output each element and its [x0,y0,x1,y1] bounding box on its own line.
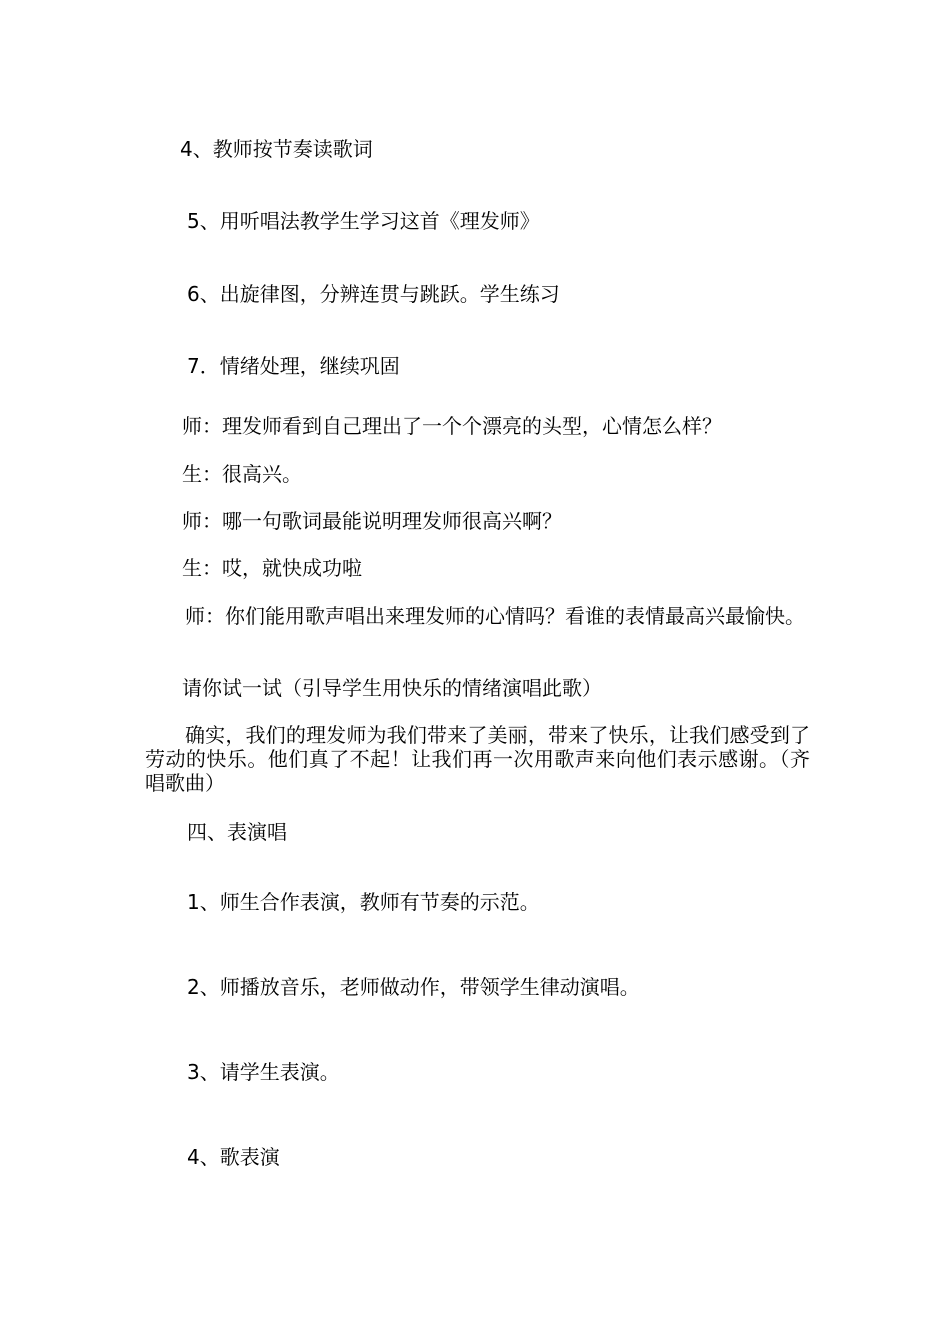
section-heading: 四、表演唱 [187,820,287,844]
dialogue-student-1: 生：很高兴。 [182,462,302,486]
try-instruction: 请你试一试（引导学生用快乐的情绪演唱此歌） [182,676,602,700]
step-emotion: 7．情绪处理，继续巩固 [187,354,400,378]
step-melody-chart: 6、出旋律图，分辨连贯与跳跃。学生练习 [187,282,560,306]
step-read-lyrics: 4、教师按节奏读歌词 [180,137,373,161]
dialogue-teacher-2: 师：哪一句歌词最能说明理发师很高兴啊？ [182,509,562,533]
dialogue-teacher-3: 师：你们能用歌声唱出来理发师的心情吗？看谁的表情最高兴最愉快。 [185,604,805,628]
summary-paragraph: 确实，我们的理发师为我们带来了美丽，带来了快乐，让我们感受到了劳动的快乐。他们真了不起！让我们再一次用歌声来向他们表示感谢。（齐唱歌曲） [145,723,810,795]
dialogue-student-2: 生：哎，就快成功啦 [182,556,362,580]
dialogue-teacher-1: 师：理发师看到自己理出了一个个漂亮的头型，心情怎么样？ [182,414,722,438]
step-listen-sing: 5、用听唱法教学生学习这首《理发师》 [187,209,540,233]
section-item-1: 1、师生合作表演，教师有节奏的示范。 [187,890,540,914]
section-item-4: 4、歌表演 [187,1145,280,1169]
section-item-3: 3、请学生表演。 [187,1060,340,1084]
section-item-2: 2、师播放音乐，老师做动作，带领学生律动演唱。 [187,975,640,999]
